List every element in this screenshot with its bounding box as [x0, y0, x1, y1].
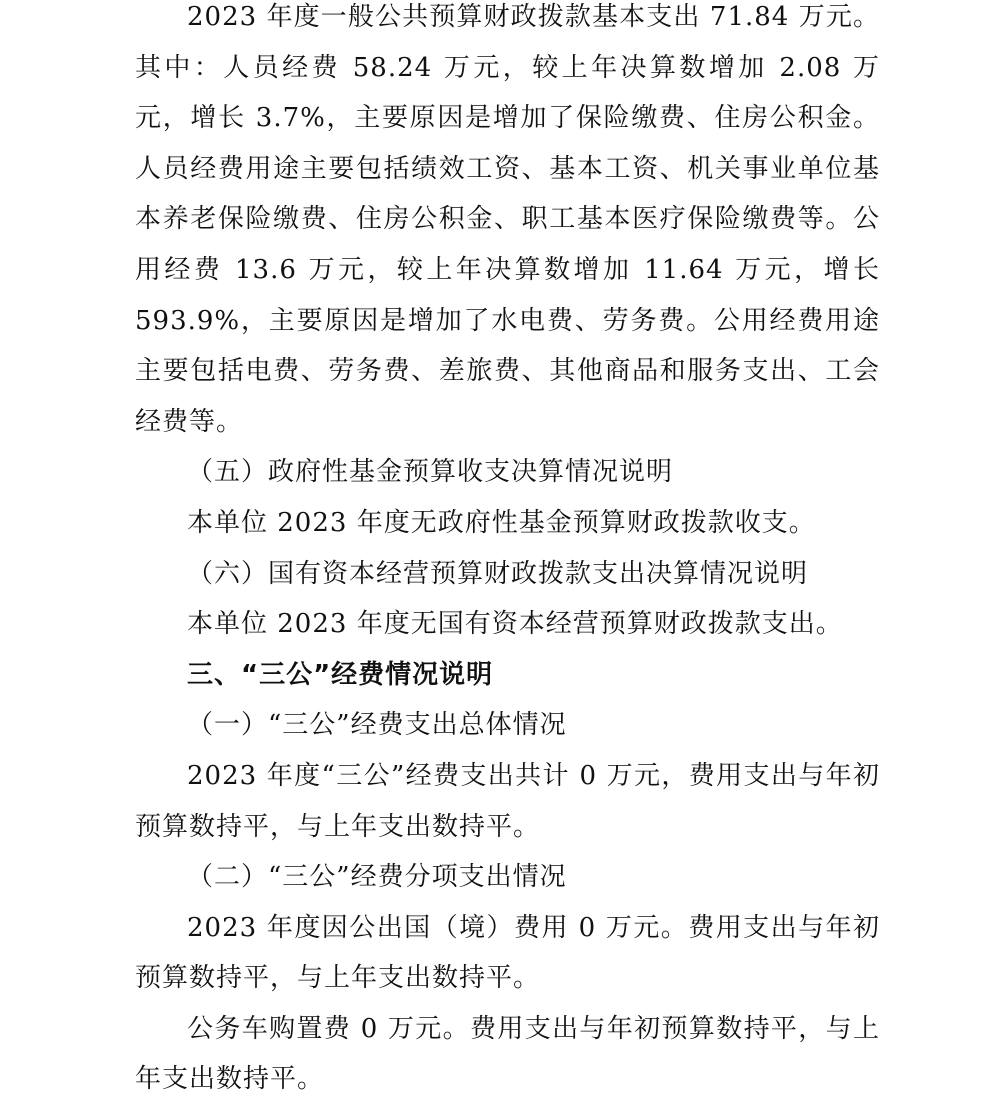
- paragraph-three-public-overall: 2023 年度“三公”经费支出共计 0 万元，费用支出与年初预算数持平，与上年支出数持平。: [135, 760, 880, 842]
- paragraph-state-capital: 本单位 2023 年度无国有资本经营预算财政拨款支出。: [187, 609, 843, 640]
- subheading-state-capital: （六）国有资本经营预算财政拨款支出决算情况说明: [187, 558, 809, 589]
- paragraph-overseas-travel: 2023 年度因公出国（境）费用 0 万元。费用支出与年初预算数持平，与上年支出数持平。: [135, 912, 880, 994]
- paragraph-vehicle-purchase: 公务车购置费 0 万元。费用支出与年初预算数持平，与上年支出数持平。: [135, 1013, 880, 1095]
- subheading-government-fund: （五）政府性基金预算收支决算情况说明: [187, 457, 674, 488]
- subheading-three-public-overall: （一）“三公”经费支出总体情况: [187, 710, 567, 741]
- subheading-three-public-items: （二）“三公”经费分项支出情况: [187, 862, 567, 893]
- section-heading-three-public: 三、“三公”经费情况说明: [187, 659, 494, 690]
- paragraph-government-fund: 本单位 2023 年度无政府性基金预算财政拨款收支。: [187, 507, 816, 538]
- paragraph-basic-expenditure: 2023 年度一般公共预算财政拨款基本支出 71.84 万元。其中：人员经费 58.24 万元，较上年决算数增加 2.08 万元，增长 3.7%，主要原因是增加了保险缴费、住房公积金。人员经费用途主要包括绩效工资、基本工资、机关事业单位基本养老保险缴费、住房公积金、职工基本医疗保险缴费等。公用经费 13.6 万元，较上年决算数增加 11.64 万元，增长 593.9%，主要原因是增加了水电费、劳务费。公用经费用途主要包括电费、劳务费、差旅费、其他商品和服务支出、工会经费等。: [135, 2, 880, 437]
- document-page: [135, 0, 880, 1105]
